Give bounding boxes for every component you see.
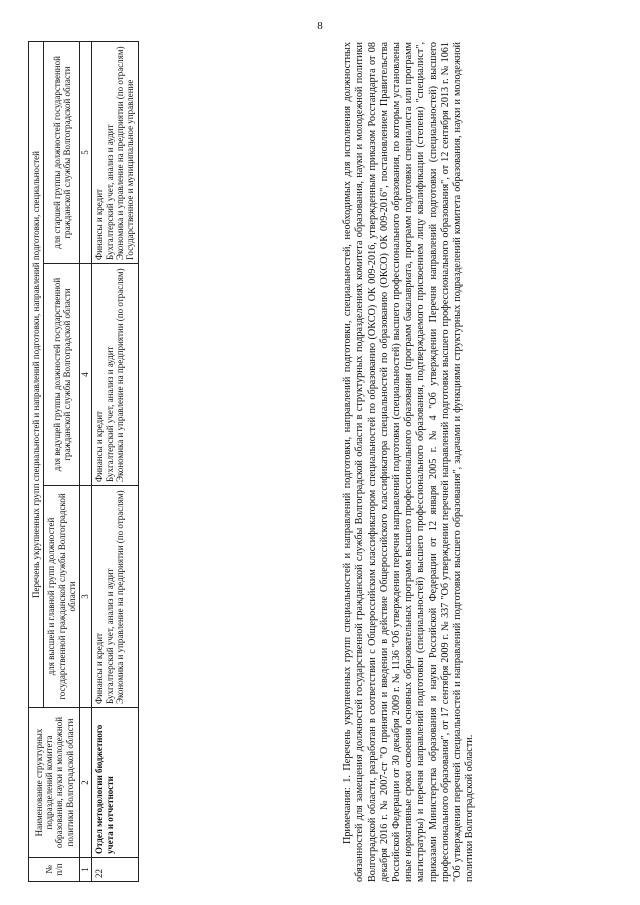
sub-senior-header: для старшей группы должностей государственной гражданской службы Волгоградской области [44, 42, 80, 264]
col-list-header: Перечень укрупненных групп специальностей и направлений подготовки, направлений подготовки, специальностей [29, 42, 44, 708]
specialty-item: Бухгалтерский учет, анализ и аудит [104, 568, 115, 704]
specialty-item: Государственное и муниципальное управление [125, 79, 136, 260]
specialty-item: Бухгалтерский учет, анализ и аудит [104, 346, 115, 482]
rotated-sheet [28, 42, 596, 882]
column-number: 3 [80, 486, 92, 708]
table-row [92, 42, 138, 882]
specialties-table [28, 41, 139, 882]
highest-group-list [92, 486, 138, 708]
specialty-item: Экономика и управление на предприятии (по отраслям) [115, 490, 126, 704]
column-number: 4 [80, 264, 92, 486]
col-num-header: № п/п [29, 858, 80, 882]
specialty-item: Экономика и управление на предприятии (по отраслям) [115, 46, 126, 260]
header-row [29, 42, 44, 882]
column-number-row [80, 42, 92, 882]
sub-leading-header: для ведущей группы должностей государственной гражданской службы Волгоградской области [44, 264, 80, 486]
senior-group-list [92, 42, 138, 264]
specialty-item: Финансы и кредит [94, 189, 105, 260]
column-number: 2 [80, 708, 92, 858]
sub-highest-header: для высшей и главной групп должностей государственной гражданской службы Волгоградской области [44, 486, 80, 708]
column-number: 1 [80, 858, 92, 882]
page-number: 8 [317, 20, 323, 32]
specialty-item: Финансы и кредит [94, 411, 105, 482]
specialty-item: Экономика и управление на предприятии (по отраслям) [115, 268, 126, 482]
specialty-item: Бухгалтерский учет, анализ и аудит [104, 124, 115, 260]
department-name: Отдел методологии бюджетного учета и отчетности [92, 708, 138, 858]
column-number: 5 [80, 42, 92, 264]
leading-group-list [92, 264, 138, 486]
col-name-header: Наименование структурных подразделений комитета образования, науки и молодежной политики Волгоградской области [29, 708, 80, 858]
specialty-item: Финансы и кредит [94, 633, 105, 704]
row-number: 22 [92, 858, 138, 882]
notes-paragraph: Примечания: 1. Перечень укрупненных групп специальностей и направлений подготовки, направлений подготовки, специальностей, необходимых для исполнения должностных обязанностей для замещения должностей государственной гражданской службы Волгоградской области в структурных подразделениях комитета образования, науки и молодежной политики Волгоградской области, разработан в соответствии с Общероссийским классификатором специальностей по образованию (ОКСО) ОК 009-2016, утвержденным приказом Росстандарта от 08 декабря 2016 г. № 2007-ст "О принятии и введении в действие Общероссийского классификатора специальностей по образованию (ОКСО) ОК 009-2016", постановлением Правительства Российской Федерации от 30 декабря 2009 г. № 1136 "Об утверждении перечня направлений подготовки (специальностей) высшего профессионального образования, по которым установлены иные нормативные сроки освоения основных образовательных программ высшего профессионального образования (программ бакалавриата, программ подготовки специалиста или программ магистратуры) и перечня направлений подготовки (специальностей) высшего профессионального образования, подтверждаемого присвоением лицу квалификации (степени) "специалист", приказами Министерства образования и науки Российской Федерации от 12 января 2005 г. № 4 "Об утверждении Перечня направлений подготовки (специальностей) высшего профессионального образования", от 17 сентября 2009 г. № 337 "Об утверждении перечней направлений подготовки высшего профессионального образования", от 12 сентября 2013 г. № 1061 "Об утверждении перечней специальностей и направлений подготовки высшего образования", задачами и функциями структурных подразделений комитета образования, науки и молодежной политики Волгоградской области. [342, 42, 476, 882]
